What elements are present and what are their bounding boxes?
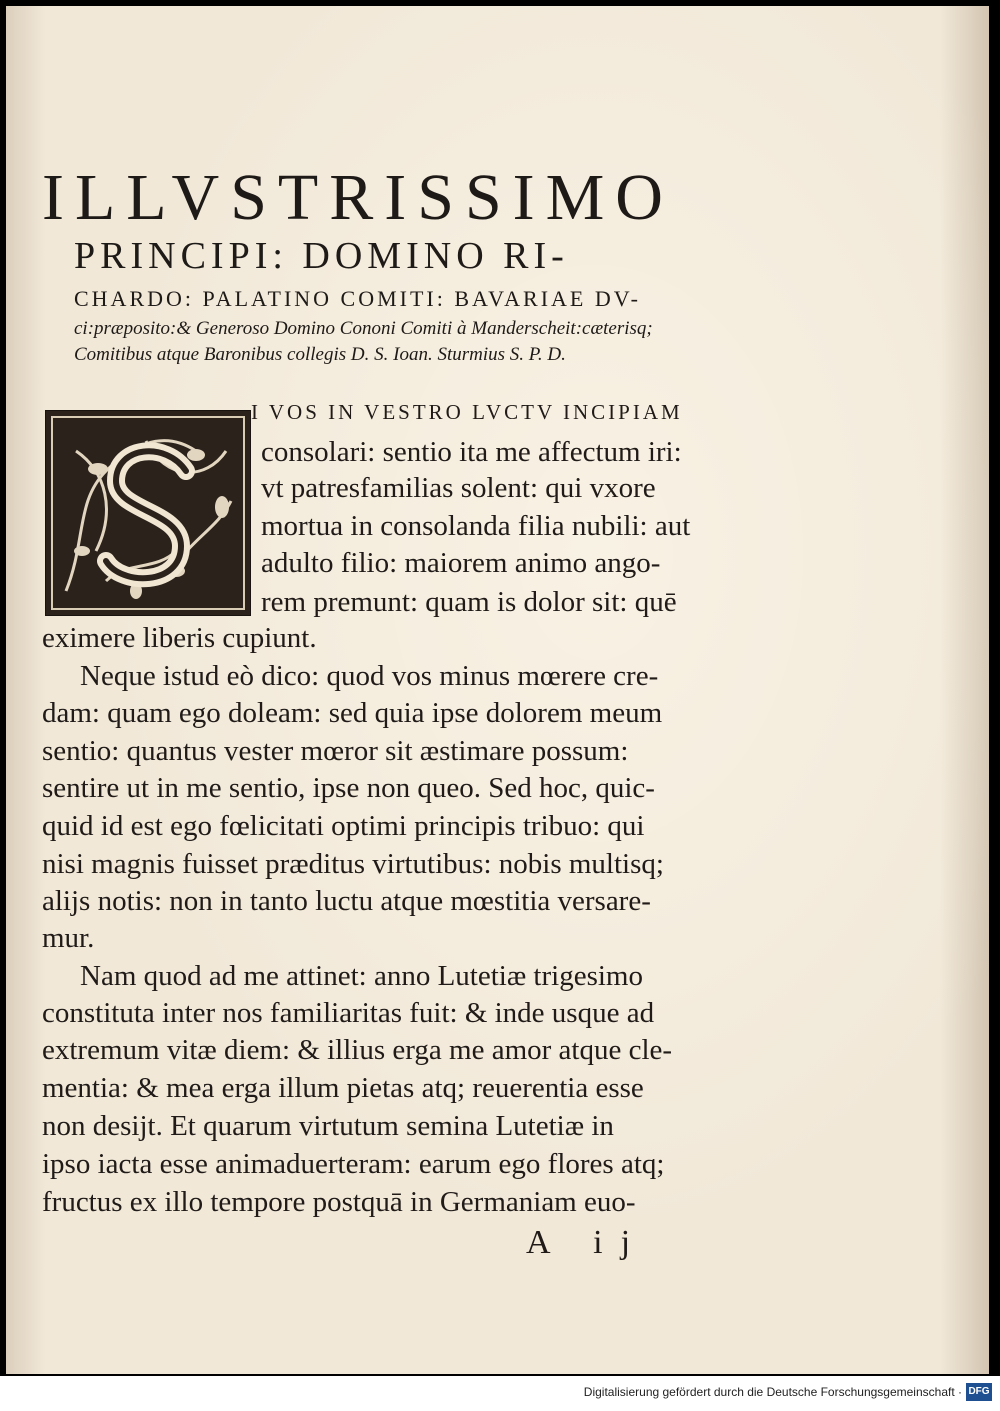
text-line: ipso iacta esse animaduerteram: earum ego flores atq;: [42, 1148, 665, 1180]
title-line-1: ILLVSTRISSIMO: [42, 161, 674, 234]
signature-mark: A ij: [526, 1224, 649, 1261]
footer-bar: [0, 1376, 1000, 1411]
text-line: consolari: sentio ita me affectum iri:: [261, 436, 682, 468]
text-line: alijs notis: non in tanto luctu atque mœstitia versare-: [42, 885, 651, 917]
text-line: fructus ex illo tempore postquā in Germaniam euo-: [42, 1186, 636, 1218]
text-line: sentio: quantus vester mœror sit æstimare possum:: [42, 735, 629, 767]
text-line: dam: quam ego doleam: sed quia ipse dolorem meum: [42, 697, 663, 729]
text-line: vt patresfamilias solent: qui vxore: [261, 472, 656, 504]
text-line: sentire ut in me sentio, ipse non queo. Sed hoc, quic-: [42, 772, 655, 804]
text-line: I VOS IN VESTRO LVCTV INCIPIAM: [251, 400, 683, 424]
decorated-initial-S-icon: [45, 410, 251, 616]
text-line: eximere liberis cupiunt.: [42, 622, 317, 654]
text-line: extremum vitæ diem: & illius erga me amor atque cle-: [42, 1034, 673, 1066]
text-line: Nam quod ad me attinet: anno Lutetiæ trigesimo: [80, 960, 643, 992]
text-line: mortua in consolanda filia nubili: aut: [261, 510, 691, 542]
title-line-5: Comitibus atque Baronibus collegis D. S. Ioan. Sturmius S. P. D.: [74, 344, 566, 365]
funding-notice: Digitalisierung gefördert durch die Deutsche Forschungsgemeinschaft ·: [583, 1385, 962, 1399]
text-line: nisi magnis fuisset præditus virtutibus: nobis multisq;: [42, 848, 664, 880]
text-line: quid id est ego fœlicitati optimi principis tribuo: qui: [42, 810, 645, 842]
text-line: non desijt. Et quarum virtutum semina Lutetiæ in: [42, 1110, 614, 1142]
text-line: rem premunt: quam is dolor sit: quē: [261, 586, 677, 618]
text-line: adulto filio: maiorem animo ango-: [261, 547, 661, 579]
text-line: constituta inter nos familiaritas fuit: & inde usque ad: [42, 997, 655, 1029]
dfg-logo-icon: DFG: [966, 1383, 992, 1401]
text-line: mur.: [42, 922, 95, 954]
book-page: [6, 6, 989, 1374]
title-line-3: CHARDO: PALATINO COMITI: BAVARIAE DV-: [74, 286, 641, 311]
title-line-2: PRINCIPI: DOMINO RI-: [74, 235, 569, 277]
text-line: mentia: & mea erga illum pietas atq; reuerentia esse: [42, 1072, 644, 1104]
title-line-4: ci:præposito:& Generoso Domino Cononi Comiti à Manderscheit:cæterisq;: [74, 318, 653, 339]
text-line: Neque istud eò dico: quod vos minus mœrere cre-: [80, 660, 659, 692]
